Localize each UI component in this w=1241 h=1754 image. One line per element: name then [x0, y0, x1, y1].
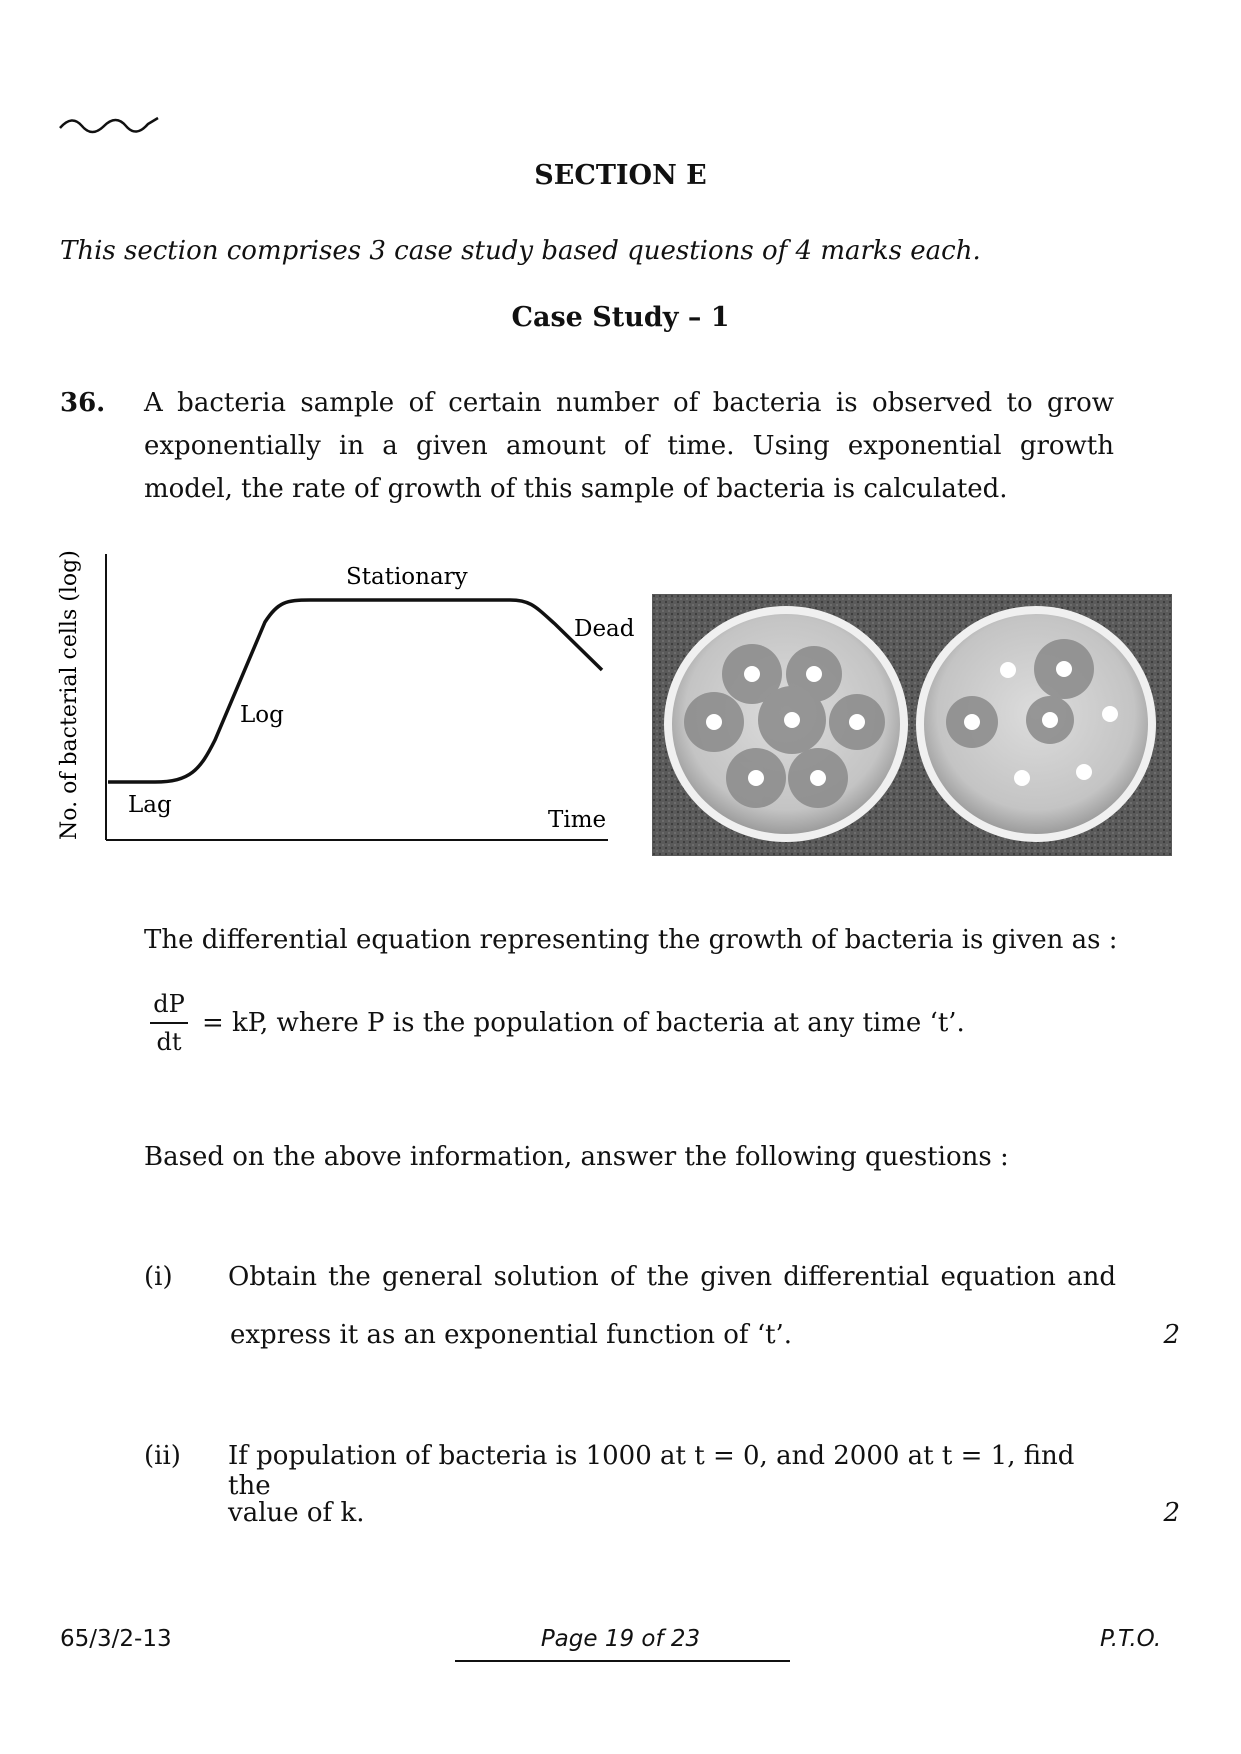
growth-curve [108, 600, 602, 782]
question-number: 36. [60, 388, 106, 418]
fraction-bar [150, 1022, 188, 1024]
phase-label-lag: Lag [128, 792, 172, 818]
y-axis-label: No. of bacterial cells (log) [57, 550, 82, 840]
marks-value: 2 [1163, 1498, 1180, 1528]
subquestion-label: (ii) [144, 1441, 181, 1471]
phase-label-log: Log [240, 702, 284, 728]
growth-curve-diagram [50, 540, 650, 860]
footer-underline [455, 1660, 790, 1662]
right-petri-dish [916, 606, 1156, 842]
phase-label-dead: Dead [574, 616, 635, 642]
instruction-text: Based on the above information, answer the following questions : [144, 1142, 1009, 1172]
case-study-title: Case Study – 1 [511, 302, 730, 333]
equation-rhs: = kP, where P is the population of bacteria at any time ‘t’. [202, 1008, 965, 1038]
paper-code: 65/3/2-13 [60, 1626, 172, 1652]
subquestion-label: (i) [144, 1262, 173, 1292]
fraction-dp-dt [150, 990, 188, 1056]
petri-dish-photo [652, 594, 1172, 856]
wavy-mark-icon [58, 108, 162, 138]
marks-value: 2 [1163, 1320, 1180, 1350]
subquestion-text-line1: Obtain the general solution of the given differential equation and [228, 1262, 1116, 1292]
section-intro: This section comprises 3 case study based questions of 4 marks each. [60, 236, 981, 266]
page-number: Page 19 of 23 [540, 1626, 701, 1652]
section-title: SECTION E [534, 160, 707, 191]
left-petri-dish [664, 606, 908, 842]
subquestion-text-line1: If population of bacteria is 1000 at t = 0, and 2000 at t = 1, find the [228, 1441, 1075, 1501]
fraction-denominator: dt [156, 1027, 182, 1056]
pto-label: P.T.O. [1100, 1626, 1162, 1652]
fraction-numerator: dP [153, 990, 185, 1018]
differential-equation-intro: The differential equation representing the growth of bacteria is given as : [144, 925, 1118, 955]
x-axis-label: Time [548, 807, 607, 833]
question-text: A bacteria sample of certain number of bacteria is observed to grow exponentially in a given amount of time. Using exponential growth model, the rate of growth of this sample of bacteria is calculated. [144, 388, 1114, 504]
subquestion-text-line2: express it as an exponential function of ‘t’. [230, 1320, 793, 1350]
subquestion-text-line2: value of k. [228, 1498, 365, 1528]
phase-label-stationary: Stationary [346, 564, 468, 590]
